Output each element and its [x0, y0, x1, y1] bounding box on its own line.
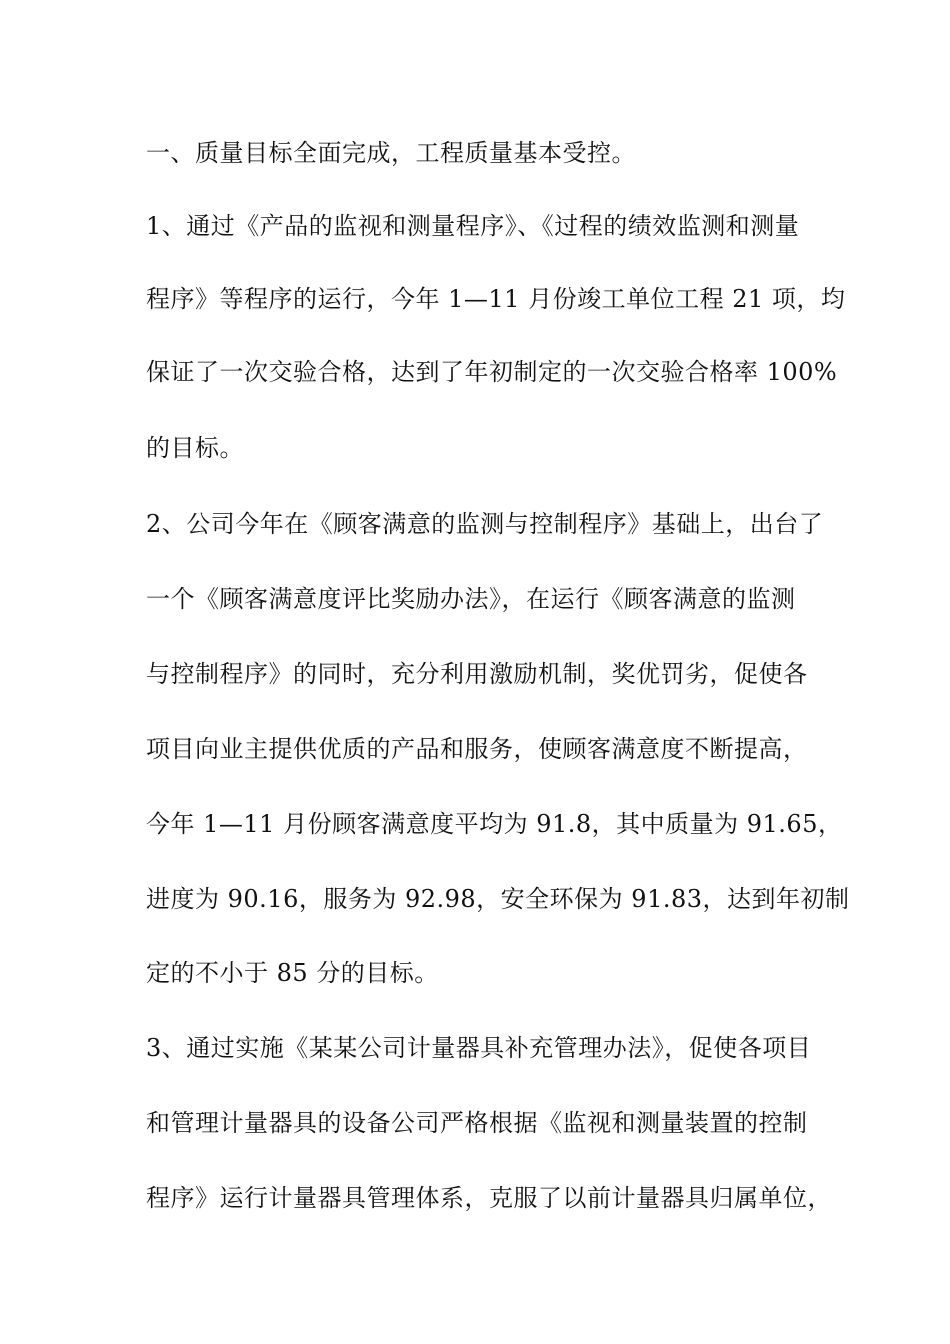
text-line-3: 程序》等程序的运行，今年 1—11 月份竣工单位工程 21 项，均 [146, 285, 846, 313]
text-line-8: 与控制程序》的同时，充分利用激励机制，奖优罚劣，促使各 [146, 660, 808, 688]
text-line-6: 2、公司今年在《顾客满意的监测与控制程序》基础上，出台了 [146, 510, 824, 538]
text-line-9: 项目向业主提供优质的产品和服务，使顾客满意度不断提高， [146, 735, 808, 763]
text-line-4: 保证了一次交验合格，达到了年初制定的一次交验合格率 100% [146, 358, 838, 386]
text-line-5: 的目标。 [146, 434, 244, 462]
text-line-12: 定的不小于 85 分的目标。 [146, 959, 439, 987]
text-line-2: 1、通过《产品的监视和测量程序》、《过程的绩效监测和测量 [146, 212, 800, 240]
text-line-7: 一个《顾客满意度评比奖励办法》，在运行《顾客满意的监测 [146, 585, 796, 613]
text-line-11: 进度为 90.16，服务为 92.98，安全环保为 91.83，达到年初制 [146, 885, 850, 913]
text-line-10: 今年 1—11 月份顾客满意度平均为 91.8，其中质量为 91.65， [146, 810, 843, 838]
heading-line-1: 一、质量目标全面完成，工程质量基本受控。 [146, 139, 636, 167]
text-line-15: 程序》运行计量器具管理体系，克服了以前计量器具归属单位， [146, 1184, 832, 1212]
text-line-14: 和管理计量器具的设备公司严格根据《监视和测量装置的控制 [146, 1109, 808, 1137]
text-line-13: 3、通过实施《某某公司计量器具补充管理办法》，促使各项目 [146, 1034, 812, 1062]
